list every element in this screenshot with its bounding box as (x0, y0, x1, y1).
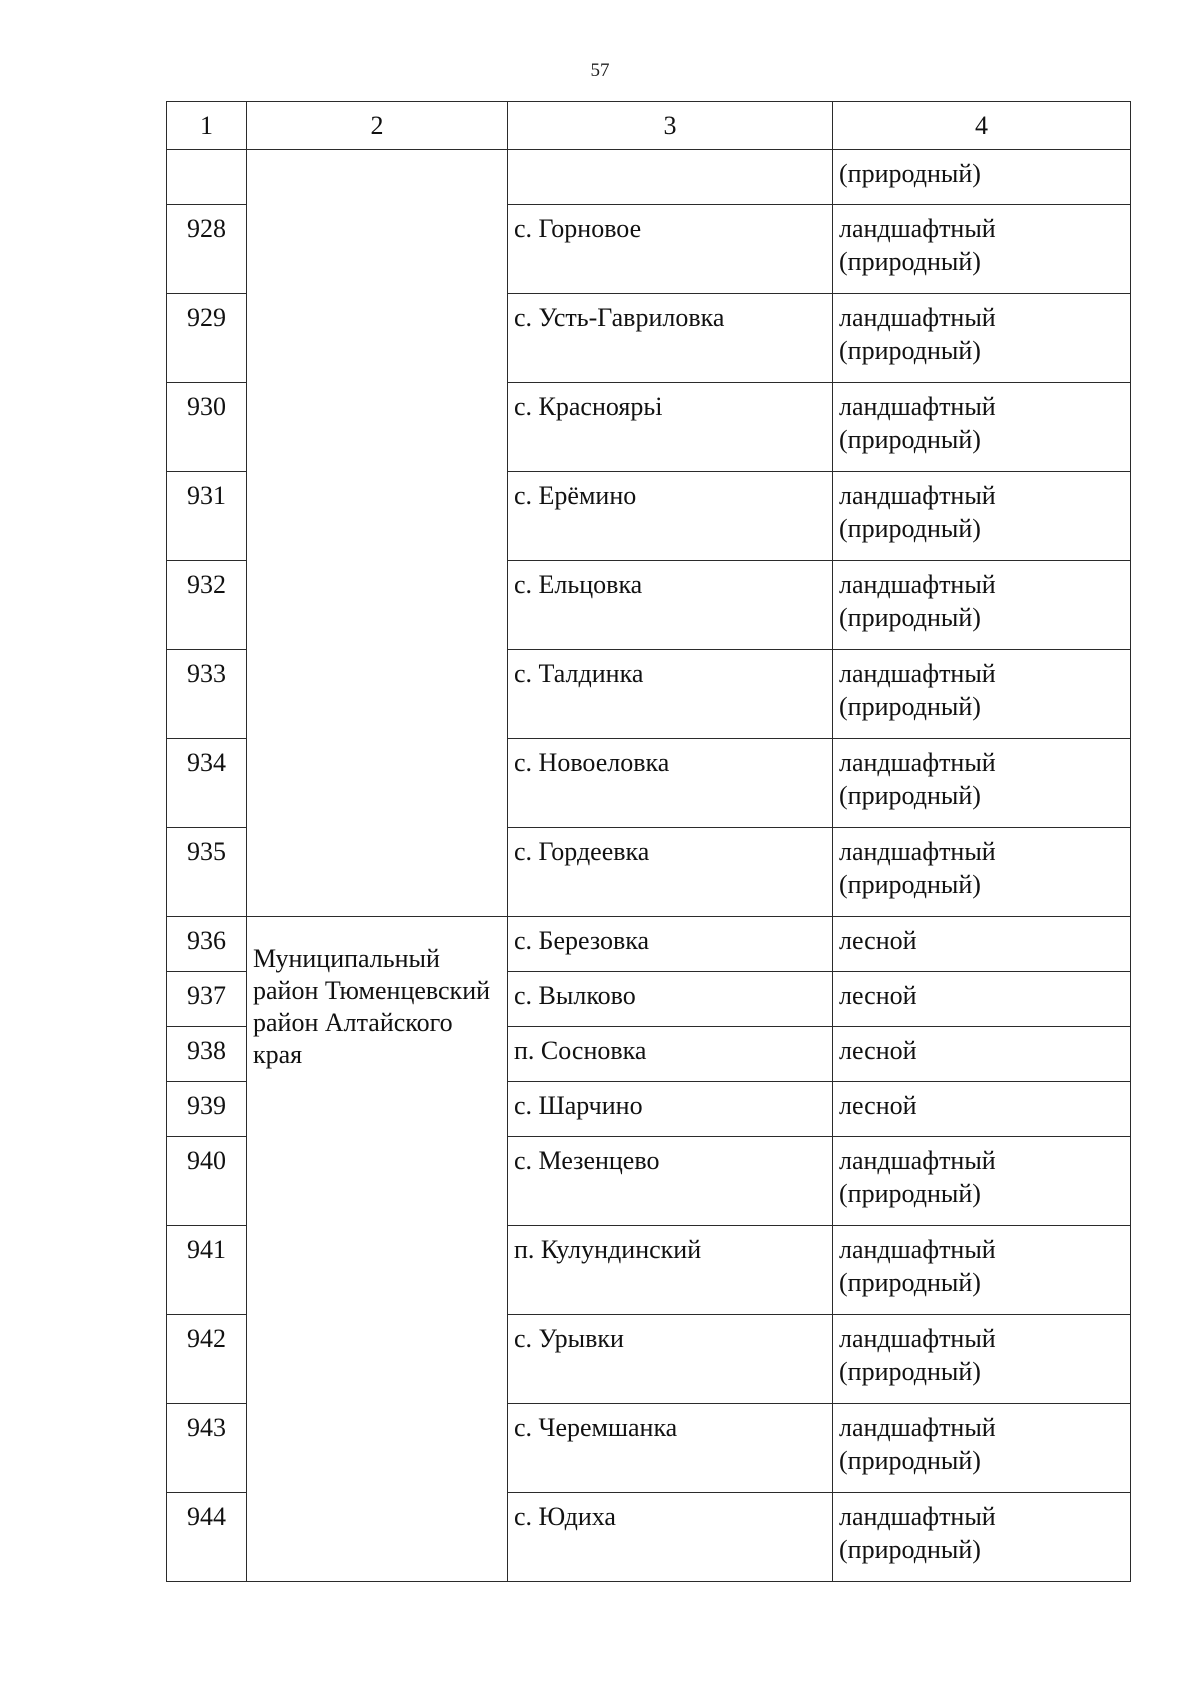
row-number: 942 (167, 1315, 247, 1404)
settlement-cell: с. Черемшанка (508, 1404, 833, 1493)
row-number: 939 (167, 1082, 247, 1137)
column-header: 4 (833, 102, 1131, 150)
row-number: 937 (167, 972, 247, 1027)
row-number: 940 (167, 1137, 247, 1226)
header-row (167, 102, 1131, 150)
settlement-cell: п. Сосновка (508, 1027, 833, 1082)
row-number: 932 (167, 561, 247, 650)
settlement-cell: с. Горновое (508, 205, 833, 294)
page-number: 57 (590, 60, 610, 81)
row-number: 943 (167, 1404, 247, 1493)
type-cell: ландшафтный (природный) (833, 828, 1131, 917)
type-cell: ландшафтный (природный) (833, 739, 1131, 828)
type-cell: ландшафтный (природный) (833, 650, 1131, 739)
type-cell: ландшафтный (природный) (833, 1315, 1131, 1404)
row-number: 938 (167, 1027, 247, 1082)
settlement-cell: с. Мезенцево (508, 1137, 833, 1226)
table-row (167, 917, 1131, 972)
row-number: 936 (167, 917, 247, 972)
type-cell: лесной (833, 917, 1131, 972)
type-cell: ландшафтный (природный) (833, 383, 1131, 472)
type-cell: лесной (833, 972, 1131, 1027)
row-number: 928 (167, 205, 247, 294)
row-number: 929 (167, 294, 247, 383)
type-cell: ландшафтный (природный) (833, 1404, 1131, 1493)
settlement-cell (508, 150, 833, 205)
table-row (167, 150, 1131, 205)
settlement-cell: с. Березовка (508, 917, 833, 972)
row-number: 930 (167, 383, 247, 472)
district-cell: Муниципальный район Тюменцевский район Алтайского края (247, 917, 508, 1582)
column-header: 3 (508, 102, 833, 150)
type-cell: лесной (833, 1027, 1131, 1082)
settlement-cell: с. Новоеловка (508, 739, 833, 828)
row-number: 933 (167, 650, 247, 739)
settlement-cell: с. Талдинка (508, 650, 833, 739)
type-cell: ландшафтный (природный) (833, 561, 1131, 650)
column-header: 1 (167, 102, 247, 150)
settlement-cell: с. Усть-Гавриловка (508, 294, 833, 383)
type-cell: лесной (833, 1082, 1131, 1137)
settlement-cell: с. Гордеевка (508, 828, 833, 917)
type-cell: ландшафтный (природный) (833, 1226, 1131, 1315)
type-cell: ландшафтный (природный) (833, 472, 1131, 561)
settlement-cell: с. Ельцовка (508, 561, 833, 650)
row-number: 935 (167, 828, 247, 917)
type-cell: ландшафтный (природный) (833, 205, 1131, 294)
type-cell: ландшафтный (природный) (833, 1137, 1131, 1226)
settlement-cell: с. Урывки (508, 1315, 833, 1404)
type-cell: ландшафтный (природный) (833, 294, 1131, 383)
settlement-cell: п. Кулундинский (508, 1226, 833, 1315)
row-number: 941 (167, 1226, 247, 1315)
district-cell-continued (247, 150, 508, 917)
row-number: 934 (167, 739, 247, 828)
settlement-cell: с. Ерёмино (508, 472, 833, 561)
settlement-cell: с. Красноярьі (508, 383, 833, 472)
row-number: 944 (167, 1493, 247, 1582)
column-header: 2 (247, 102, 508, 150)
type-cell: ландшафтный (природный) (833, 1493, 1131, 1582)
row-number: 931 (167, 472, 247, 561)
settlement-cell: с. Юдиха (508, 1493, 833, 1582)
settlement-cell: с. Шарчино (508, 1082, 833, 1137)
row-number (167, 150, 247, 205)
type-cell: (природный) (833, 150, 1131, 205)
register-table (166, 101, 1131, 1582)
settlement-cell: с. Вылково (508, 972, 833, 1027)
